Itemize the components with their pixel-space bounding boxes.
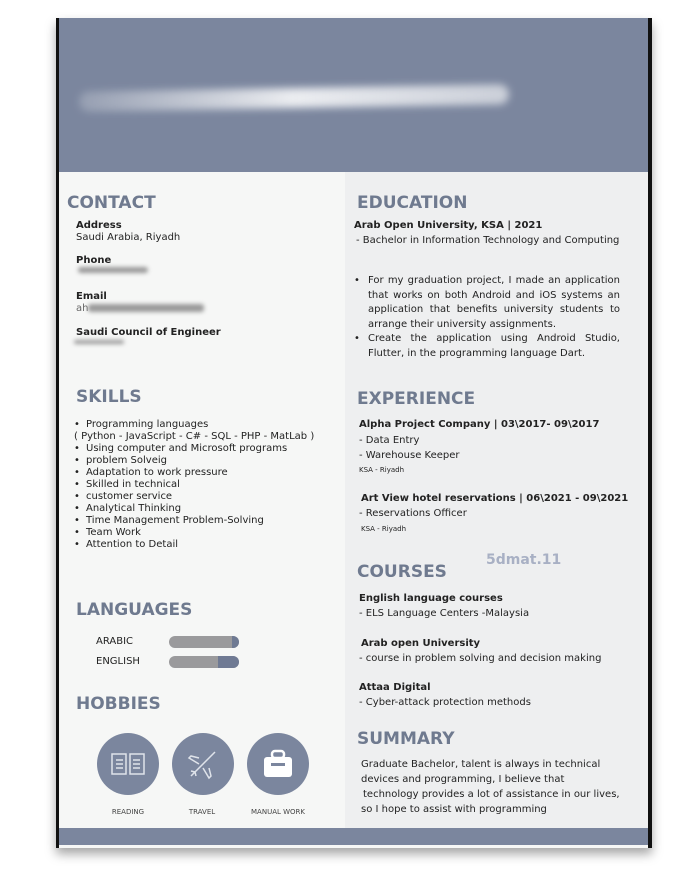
skill-item: • Team Work: [74, 527, 287, 539]
experience-heading: EXPERIENCE: [357, 389, 476, 409]
airplane-icon: [172, 733, 234, 795]
education-school: Arab Open University, KSA | 2021: [354, 220, 543, 231]
book-icon: [97, 733, 159, 795]
language-level-fill: [218, 656, 239, 668]
skill-item: • Time Management Problem-Solving: [74, 515, 287, 527]
footer-band: [59, 828, 648, 845]
phone-redacted: [78, 267, 148, 273]
summary-line: so I hope to assist with programming: [361, 804, 547, 815]
education-bullet: • Create the application using Android Studio, Flutter, in the programming language Dart.: [354, 332, 620, 361]
course-detail: - ELS Language Centers -Malaysia: [359, 608, 530, 619]
education-bullet: • For my graduation project, I made an application that works on both Android and iOS systems an application that benefits university students to arrange their university assignments.: [354, 274, 620, 332]
email-partial: ah: [76, 303, 89, 314]
job-role: - Reservations Officer: [359, 508, 467, 519]
education-heading: EDUCATION: [357, 193, 468, 213]
council-label: Saudi Council of Engineer: [76, 327, 221, 338]
job-role: - Warehouse Keeper: [359, 450, 460, 461]
skills-list: [74, 419, 208, 431]
address-value: Saudi Arabia, Riyadh: [76, 232, 181, 243]
briefcase-icon: [247, 733, 309, 795]
skills-heading: SKILLS: [76, 387, 142, 407]
language-name: ARABIC: [96, 636, 134, 647]
skill-item: • customer service: [74, 491, 287, 503]
header-banner: [59, 18, 648, 172]
job-company: Alpha Project Company | 03\2017- 09\2017: [359, 419, 600, 430]
skill-item: • Attention to Detail: [74, 539, 287, 551]
hobbies-heading: HOBBIES: [76, 694, 161, 714]
skill-item: • Skilled in technical: [74, 479, 287, 491]
skill-item: • Analytical Thinking: [74, 503, 287, 515]
contact-heading: CONTACT: [67, 193, 156, 213]
email-redacted: [88, 304, 204, 312]
language-name: ENGLISH: [96, 656, 140, 667]
course-name: English language courses: [359, 593, 503, 604]
phone-label: Phone: [76, 255, 112, 266]
course-detail: - Cyber-attack protection methods: [359, 697, 531, 708]
course-name: Arab open University: [361, 638, 481, 649]
address-label: Address: [76, 220, 122, 231]
language-level-bar: [169, 656, 239, 668]
language-level-fill: [232, 636, 239, 648]
education-degree: - Bachelor in Information Technology and Computing: [356, 235, 620, 246]
email-label: Email: [76, 291, 107, 302]
job-company: Art View hotel reservations | 06\2021 - 09\2021: [361, 493, 629, 504]
job-location: KSA - Riyadh: [361, 525, 407, 533]
summary-line: technology provides a lot of assistance in our lives,: [363, 789, 620, 800]
job-location: KSA - Riyadh: [359, 466, 405, 474]
hobby-label: TRAVEL: [188, 808, 216, 816]
language-level-bar: [169, 636, 239, 648]
course-detail: - course in problem solving and decision making: [359, 653, 602, 664]
skill-languages: ( Python - JavaScript - C# - SQL - PHP - MatLab ): [74, 431, 315, 442]
skill-item: • Using computer and Microsoft programs: [74, 443, 287, 455]
summary-line: devices and programming, I believe that: [361, 774, 565, 785]
summary-line: Graduate Bachelor, talent is always in technical: [361, 759, 601, 770]
blurred-name: [79, 84, 509, 112]
course-name: Attaa Digital: [359, 682, 431, 693]
skill-item: • Adaptation to work pressure: [74, 467, 287, 479]
education-bullets: [354, 274, 620, 361]
council-redacted: [74, 340, 124, 344]
skill-item: • Programming languages: [74, 419, 208, 431]
job-role: - Data Entry: [359, 435, 420, 446]
courses-heading: COURSES: [357, 562, 447, 582]
hobby-label: MANUAL WORK: [251, 808, 305, 816]
hobby-label: READING: [111, 808, 145, 816]
languages-heading: LANGUAGES: [76, 600, 193, 620]
skill-item: • problem Solveig: [74, 455, 287, 467]
skills-list-rest: [74, 443, 287, 551]
watermark: 5dmat.11: [486, 552, 562, 568]
summary-heading: SUMMARY: [357, 729, 455, 749]
